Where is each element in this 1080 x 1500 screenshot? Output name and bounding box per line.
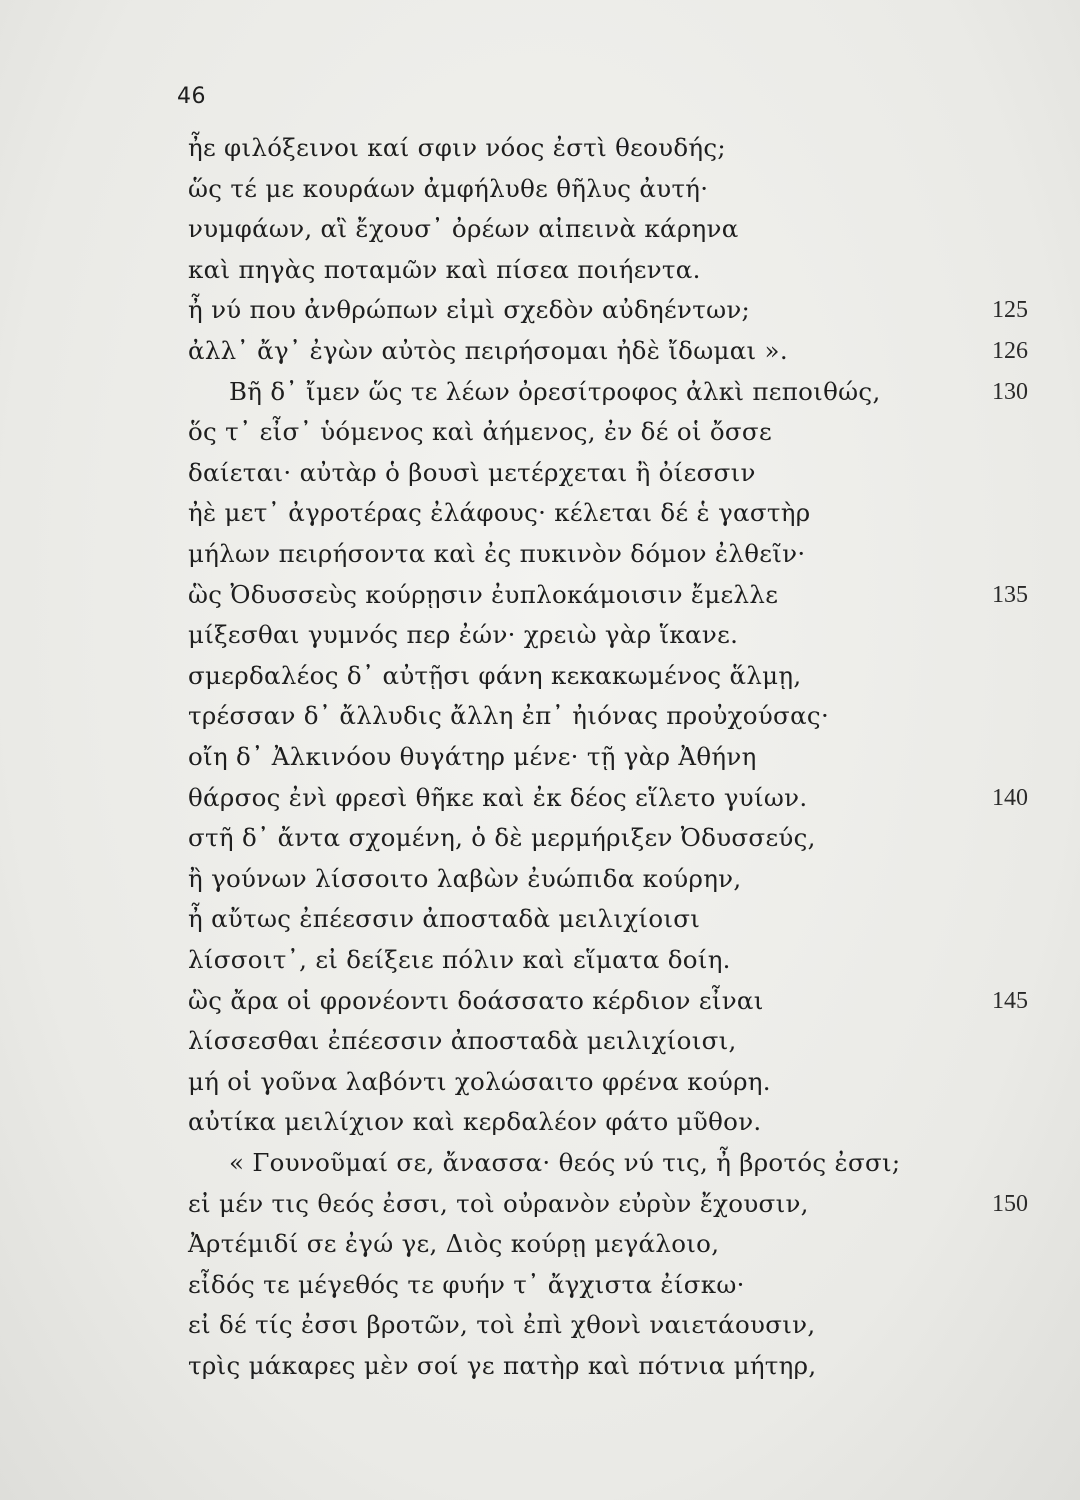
verse-line <box>0 696 1080 736</box>
verse-line <box>0 615 1080 655</box>
verse-line <box>0 209 1080 249</box>
verse-line <box>0 778 1080 818</box>
verse-line <box>0 372 1080 412</box>
verse-line <box>0 1265 1080 1305</box>
verse-line <box>0 1346 1080 1386</box>
verse-line <box>0 1184 1080 1224</box>
verse-line <box>0 250 1080 290</box>
verse-line <box>0 1143 1080 1183</box>
verse-text: δαίεται· αὐτὰρ ὁ βουσὶ μετέρχεται ἢ ὀίεσσιν <box>188 457 756 487</box>
line-number: 130 <box>992 378 1028 405</box>
verse-text: εἰ μέν τις θεός ἐσσι, τοὶ οὐρανὸν εὐρὺν ἔχουσιν, <box>188 1188 809 1218</box>
line-number: 135 <box>992 581 1028 608</box>
verse-text: στῆ δ᾽ ἄντα σχομένη, ὁ δὲ μερμήριξεν Ὀδυσσεύς, <box>188 823 816 853</box>
verse-text: μή οἱ γοῦνα λαβόντι χολώσαιτο φρένα κούρη. <box>188 1066 771 1096</box>
verse-text: ὅς τ᾽ εἶσ᾽ ὑόμενος καὶ ἀήμενος, ἐν δέ οἱ ὄσσε <box>188 417 772 447</box>
verse-line <box>0 1224 1080 1264</box>
verse-text: ἀλλ᾽ ἄγ᾽ ἐγὼν αὐτὸς πειρήσομαι ἠδὲ ἴδωμαι ». <box>188 336 788 365</box>
verse-line <box>0 981 1080 1021</box>
verse-text: οἴη δ᾽ Ἀλκινόου θυγάτηρ μένε· τῇ γὰρ Ἀθήνη <box>188 742 757 771</box>
verse-line <box>0 169 1080 209</box>
verse-line <box>0 940 1080 980</box>
verse-line <box>0 290 1080 330</box>
verse-text: καὶ πηγὰς ποταμῶν καὶ πίσεα ποιήεντα. <box>188 254 701 284</box>
verse-line <box>0 899 1080 939</box>
verse-text: Βῆ δ᾽ ἴμεν ὥς τε λέων ὀρεσίτροφος ἀλκὶ πεποιθώς, <box>229 376 881 406</box>
verse-line <box>0 453 1080 493</box>
line-number: 125 <box>992 297 1028 324</box>
verse-line <box>0 331 1080 371</box>
line-number: 126 <box>992 338 1028 364</box>
verse-text: ἦ αὔτως ἐπέεσσιν ἀποσταδὰ μειλιχίοισι <box>188 904 701 934</box>
verse-line <box>0 737 1080 777</box>
line-number: 145 <box>992 987 1028 1014</box>
verse-text: μήλων πειρήσοντα καὶ ἐς πυκινὸν δόμον ἐλθεῖν· <box>188 539 806 568</box>
verse-text: ἠὲ μετ᾽ ἀγροτέρας ἐλάφους· κέλεται δέ ἑ γαστὴρ <box>188 498 811 528</box>
verse-text: τρέσσαν δ᾽ ἄλλυδις ἄλλη ἐπ᾽ ἠιόνας προὐχούσας· <box>188 701 830 731</box>
verse-line <box>0 656 1080 696</box>
verse-text: λίσσοιτ᾽, εἰ δείξειε πόλιν καὶ εἵματα δοίη. <box>188 945 731 974</box>
verse-text: λίσσεσθαι ἐπέεσσιν ἀποσταδὰ μειλιχίοισι, <box>188 1026 737 1056</box>
verse-text: ἦε φιλόξεινοι καί σφιν νόος ἐστὶ θεουδής; <box>188 133 726 162</box>
verse-line <box>0 412 1080 452</box>
line-number: 150 <box>992 1190 1028 1217</box>
verse-line <box>0 534 1080 574</box>
verse-line <box>0 1102 1080 1142</box>
verse-text: ἢ γούνων λίσσοιτο λαβὼν ἐυώπιδα κούρην, <box>188 863 742 893</box>
verse-line <box>0 128 1080 168</box>
verse-text: εἶδός τε μέγεθός τε φυήν τ᾽ ἄγχιστα ἐίσκω· <box>188 1269 745 1299</box>
page-number: 46 <box>177 84 206 109</box>
verse-line <box>0 1062 1080 1102</box>
verse-line <box>0 1305 1080 1345</box>
verse-text: αὐτίκα μειλίχιον καὶ κερδαλέον φάτο μῦθον. <box>188 1107 762 1137</box>
verse-line <box>0 1021 1080 1061</box>
verse-text: μίξεσθαι γυμνός περ ἐών· χρειὼ γὰρ ἵκανε. <box>188 620 739 650</box>
verse-text: ἦ νύ που ἀνθρώπων εἰμὶ σχεδὸν αὐδηέντων; <box>188 295 751 325</box>
verse-text: ὥς τέ με κουράων ἀμφήλυθε θῆλυς ἀυτή· <box>188 173 709 203</box>
verse-text: ὣς Ὀδυσσεὺς κούρῃσιν ἐυπλοκάμοισιν ἔμελλε <box>188 579 779 609</box>
line-number: 140 <box>992 784 1028 811</box>
verse-line <box>0 818 1080 858</box>
verse-text: ὣς ἄρα οἱ φρονέοντι δοάσσατο κέρδιον εἶναι <box>188 985 764 1015</box>
verse-text: « Γουνοῦμαί σε, ἄνασσα· θεός νύ τις, ἦ βροτός ἐσσι; <box>229 1148 901 1177</box>
verse-line <box>0 493 1080 533</box>
verse-text: τρὶς μάκαρες μὲν σοί γε πατὴρ καὶ πότνια μήτηρ, <box>188 1351 817 1380</box>
verse-text: σμερδαλέος δ᾽ αὐτῇσι φάνη κεκακωμένος ἅλμῃ, <box>188 660 802 690</box>
verse-line <box>0 575 1080 615</box>
verse-text: νυμφάων, αἳ ἔχουσ᾽ ὀρέων αἰπεινὰ κάρηνα <box>188 214 739 244</box>
verse-text: Ἀρτέμιδί σε ἐγώ γε, Διὸς κούρῃ μεγάλοιο, <box>188 1229 720 1259</box>
verse-text: εἰ δέ τίς ἐσσι βροτῶν, τοὶ ἐπὶ χθονὶ ναιετάουσιν, <box>188 1310 816 1340</box>
verse-line <box>0 859 1080 899</box>
verse-text: θάρσος ἐνὶ φρεσὶ θῆκε καὶ ἐκ δέος εἵλετο γυίων. <box>188 782 808 812</box>
